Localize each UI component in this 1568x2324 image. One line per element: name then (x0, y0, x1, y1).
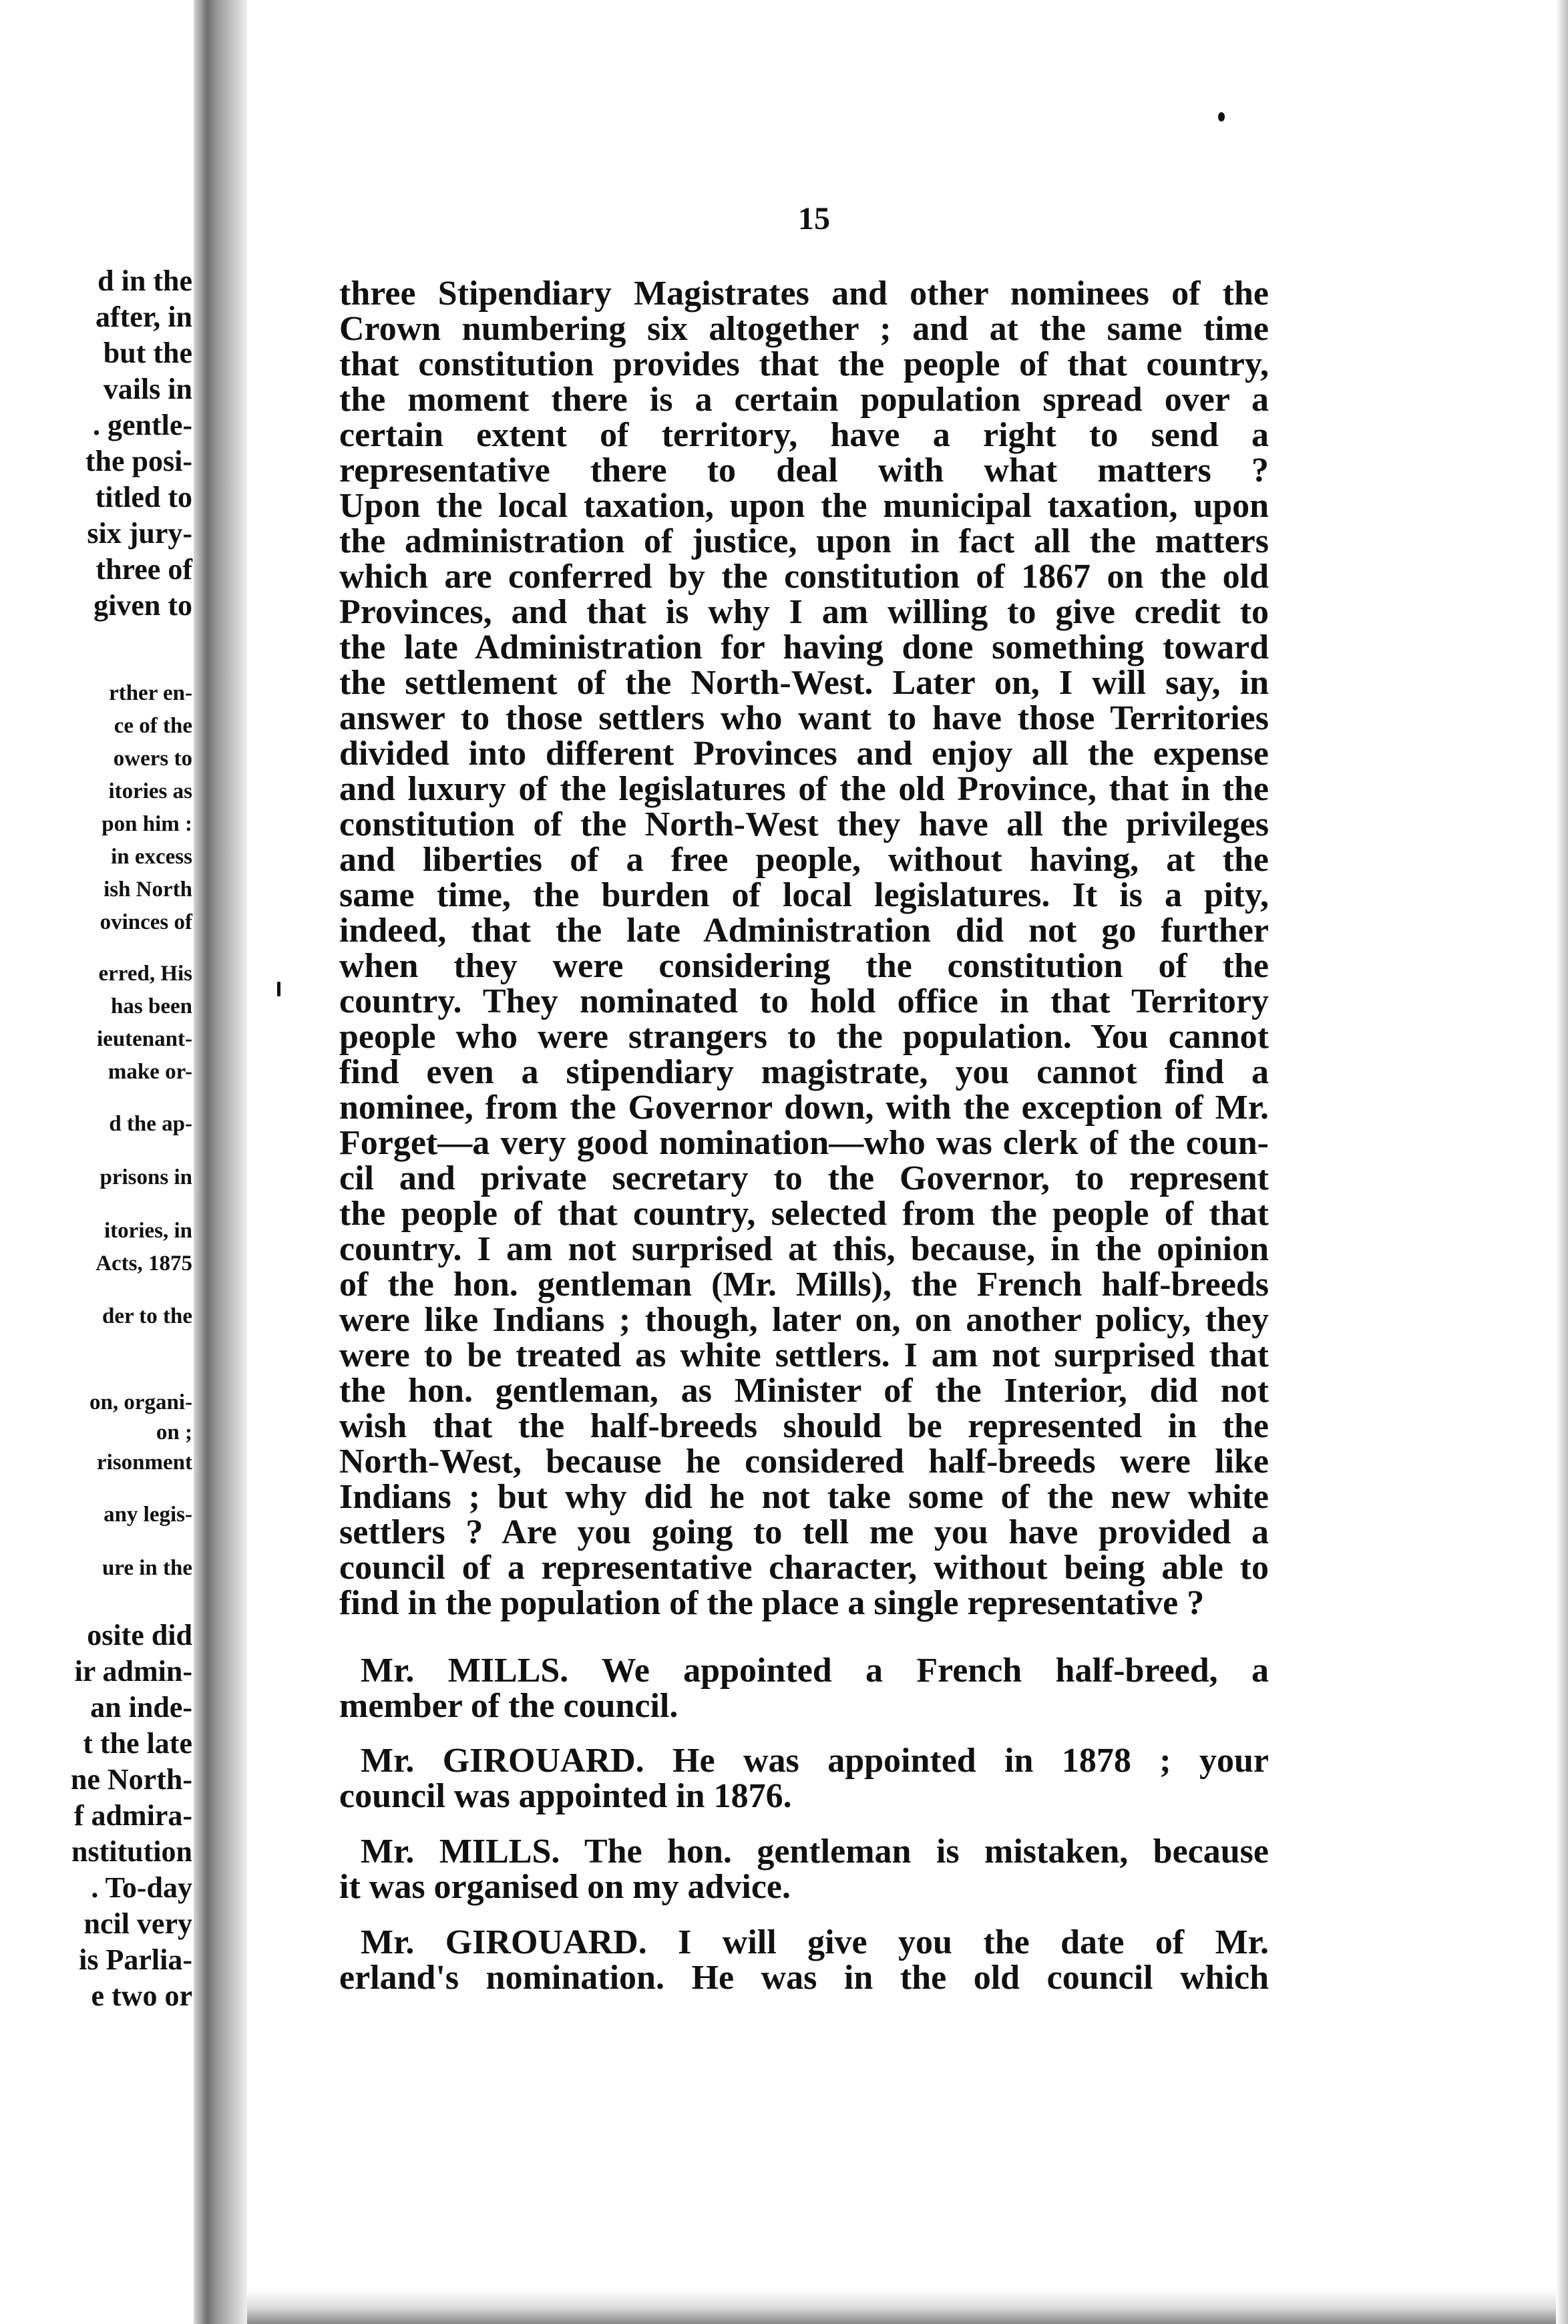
book-gutter-shadow (194, 0, 247, 2324)
left-page-line: vails in (103, 373, 192, 405)
left-page-line: an inde- (90, 1691, 192, 1724)
text-line: the people of that country, selected from the people of that (339, 1195, 1269, 1233)
text-line: council was appointed in 1876. (339, 1777, 792, 1815)
left-page-line: d in the (97, 264, 192, 297)
left-page-line: in excess (111, 845, 192, 869)
text-line: and liberties of a free people, without having, at the (339, 841, 1269, 879)
facing-page (0, 0, 200, 2324)
left-page-line: any legis- (104, 1503, 192, 1527)
speaker-line: Mr. MILLS. The hon. gentleman is mistaken, because (361, 1832, 1269, 1871)
ink-speck (1218, 112, 1225, 122)
left-page-line: ne North- (70, 1763, 192, 1796)
left-page-line: d the ap- (109, 1112, 192, 1136)
page-bottom-edge (247, 2291, 1568, 2324)
text-line: find even a stipendiary magistrate, you cannot find a (339, 1053, 1269, 1091)
left-page-line: e two or (91, 1979, 192, 2012)
speaker-line: Mr. MILLS. We appointed a French half-breed, a (361, 1652, 1269, 1690)
page-right-edge (1556, 0, 1568, 2324)
left-page-line: ce of the (114, 714, 192, 738)
left-page-line: make or- (108, 1060, 192, 1084)
left-page-line: nstitution (71, 1835, 192, 1868)
text-line: which are conferred by the constitution of 1867 on the old (339, 558, 1269, 596)
left-page-line: risonment (97, 1450, 192, 1475)
text-line: find in the population of the place a single representative ? (339, 1584, 1205, 1622)
text-line: Crown numbering six altogether ; and at the same time (339, 310, 1269, 348)
left-page-line: erred, His (98, 962, 192, 986)
text-line: of the hon. gentleman (Mr. Mills), the French half-breeds (339, 1266, 1269, 1304)
text-line: member of the council. (339, 1687, 678, 1725)
left-page-line: pon him : (102, 812, 192, 836)
left-page-line: after, in (95, 301, 192, 333)
text-line: it was organised on my advice. (339, 1868, 791, 1906)
text-line: wish that the half-breeds should be represented in the (339, 1407, 1269, 1445)
left-page-line: has been (111, 994, 192, 1018)
left-page-line: on, organi- (89, 1390, 192, 1414)
text-line: the administration of justice, upon in fact all the matters (339, 522, 1269, 560)
text-line: indeed, that the late Administration did not go further (339, 912, 1269, 950)
left-page-line: prisons in (100, 1165, 192, 1189)
left-page-line: three of (95, 553, 192, 586)
left-page-line: is Parlia- (79, 1943, 192, 1976)
text-line: three Stipendiary Magistrates and other nominees of the (339, 274, 1269, 313)
text-line: certain extent of territory, have a right to send a (339, 416, 1269, 454)
left-page-line: given to (93, 589, 192, 622)
text-line: divided into different Provinces and enjoy all the expense (339, 735, 1269, 773)
left-page-line: six jury- (87, 517, 192, 550)
text-line: representative there to deal with what matters ? (339, 451, 1269, 490)
text-line: Indians ; but why did he not take some of the new white (339, 1478, 1269, 1516)
left-page-line: rther en- (109, 681, 192, 705)
left-page-line: f admira- (73, 1799, 192, 1832)
text-line: when they were considering the constitution of the (339, 947, 1269, 985)
text-line: the hon. gentleman, as Minister of the Interior, did not (339, 1372, 1269, 1410)
speaker-line: Mr. GIROUARD. I will give you the date of Mr. (361, 1923, 1269, 1961)
left-page-line: . To-day (91, 1871, 192, 1904)
text-line: constitution of the North-West they have all the privileges (339, 805, 1269, 843)
left-page-line: itories, in (104, 1219, 192, 1243)
text-line: the moment there is a certain population spread over a (339, 381, 1269, 419)
text-line: Forget—a very good nomination—who was clerk of the coun- (339, 1124, 1269, 1162)
left-page-line: owers to (113, 747, 192, 771)
text-line: nominee, from the Governor down, with the exception of Mr. (339, 1089, 1269, 1127)
text-line: that constitution provides that the people of that country, (339, 345, 1269, 383)
text-line: council of a representative character, without being able to (339, 1549, 1269, 1587)
text-line: country. I am not surprised at this, because, in the opinion (339, 1230, 1269, 1268)
text-line: answer to those settlers who want to have those Territories (339, 699, 1269, 737)
text-line: erland's nomination. He was in the old council which (339, 1959, 1269, 1997)
left-page-line: ncil very (83, 1907, 192, 1940)
text-line: were to be treated as white settlers. I am not surprised that (339, 1336, 1269, 1374)
text-line: people who were strangers to the population. You cannot (339, 1018, 1269, 1056)
left-page-line: ure in the (102, 1556, 192, 1580)
text-line: North-West, because he considered half-breeds were like (339, 1442, 1269, 1481)
left-page-line: ir admin- (74, 1655, 192, 1688)
text-line: and luxury of the legislatures of the old Province, that in the (339, 770, 1269, 808)
left-page-line: but the (103, 337, 192, 369)
text-line: cil and private secretary to the Governor, to represent (339, 1159, 1269, 1197)
left-page-line: osite did (87, 1619, 192, 1652)
text-line: Provinces, and that is why I am willing to give credit to (339, 593, 1269, 631)
left-page-line: der to the (102, 1304, 192, 1328)
left-page-line: on ; (156, 1420, 192, 1444)
left-page-line: ish North (104, 878, 192, 902)
speaker-line: Mr. GIROUARD. He was appointed in 1878 ; your (361, 1742, 1269, 1780)
left-page-line: t the late (83, 1727, 192, 1760)
text-line: same time, the burden of local legislatures. It is a pity, (339, 876, 1269, 914)
text-line: settlers ? Are you going to tell me you have provided a (339, 1513, 1269, 1551)
left-page-line: . gentle- (92, 409, 192, 441)
text-line: the settlement of the North-West. Later on, I will say, in (339, 664, 1269, 702)
page-number: 15 (798, 201, 830, 236)
left-page-line: Acts, 1875 (95, 1251, 192, 1276)
left-page-line: the posi- (85, 445, 192, 477)
left-page-line: ieutenant- (97, 1027, 192, 1051)
text-line: were like Indians ; though, later on, on another policy, they (339, 1301, 1269, 1339)
ink-speck (277, 982, 280, 996)
left-page-line: titled to (95, 481, 192, 514)
left-page-line: itories as (108, 779, 192, 803)
text-line: country. They nominated to hold office in that Territory (339, 982, 1269, 1020)
left-page-line: ovinces of (100, 910, 192, 934)
text-line: Upon the local taxation, upon the municipal taxation, upon (339, 487, 1269, 525)
text-line: the late Administration for having done something toward (339, 628, 1269, 666)
